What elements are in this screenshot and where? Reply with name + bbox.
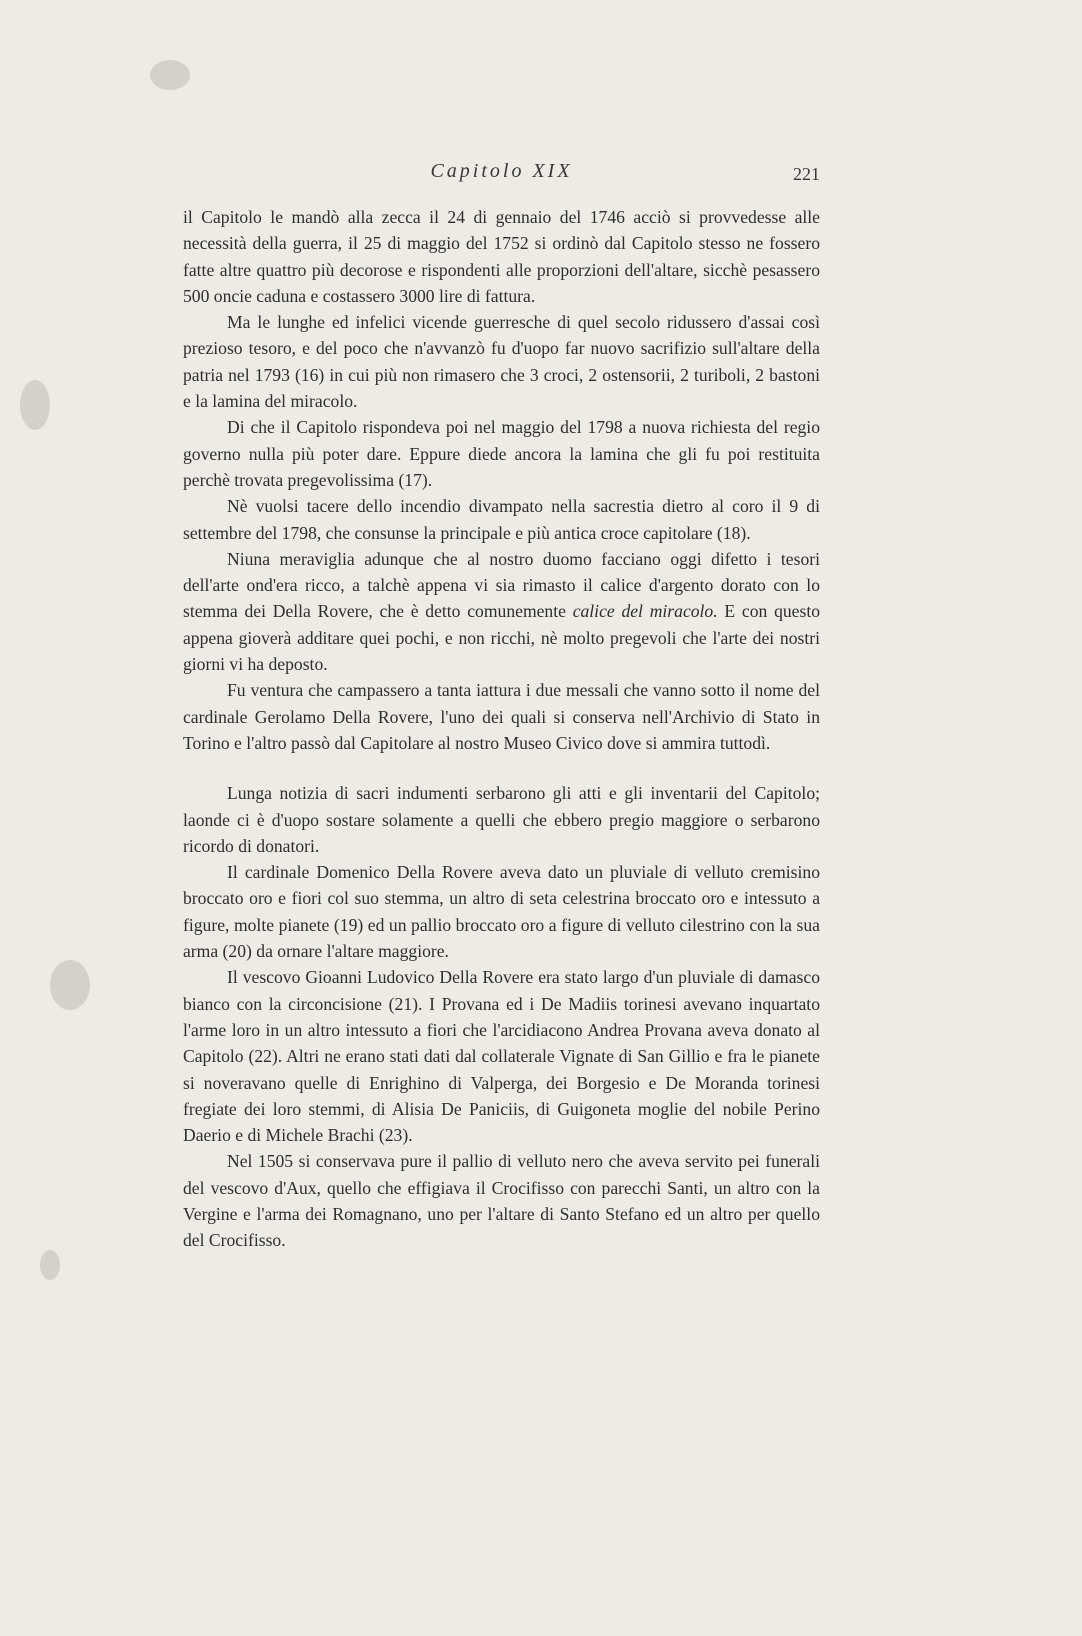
page-header <box>183 160 820 186</box>
paper-stain <box>50 960 90 1010</box>
body-text <box>183 204 820 1254</box>
paragraph: Nel 1505 si conservava pure il pallio di velluto nero che aveva servito pei funerali del vescovo d'Aux, quello che effigiava il Crocifisso con parecchi Santi, un altro con la Vergine e l'arma dei Romagnano, uno per l'altare di Santo Stefano ed un altro per quello del Crocifisso. <box>183 1151 820 1251</box>
paragraph: il Capitolo le mandò alla zecca il 24 di gennaio del 1746 acciò si provvedesse alle necessità della guerra, il 25 di maggio del 1752 si ordinò dal Capitolo stesso ne fossero fatte altre quattro più decorose e rispondenti alle proporzioni dell'altare, sicchè pesassero 500 oncie caduna e costassero 3000 lire di fattura. <box>183 207 820 306</box>
paper-stain <box>150 60 190 90</box>
paragraph: Di che il Capitolo rispondeva poi nel maggio del 1798 a nuova richiesta del regio governo nulla più poter dare. Eppure diede ancora la lamina che gli fu poi restituita perchè trovata pregevolissima (17). <box>183 417 820 490</box>
paragraph-text: E con questo appena gioverà additare quei pochi, e non ricchi, nè molto pregevoli che l'arte dei nostri giorni vi ha deposto. <box>183 601 821 675</box>
italic-term: calice del miracolo. <box>572 601 718 622</box>
paragraph: Nè vuolsi tacere dello incendio divampato nella sacrestia dietro al coro il 9 di settembre del 1798, che consunse la principale e più antica croce capitolare (18). <box>183 496 820 543</box>
running-title: Capitolo XIX <box>430 160 573 182</box>
paragraph: Ma le lunghe ed infelici vicende guerresche di quel secolo ridussero d'assai così prezioso tesoro, e del poco che n'avvanzò fu d'uopo far nuovo sacrifizio sull'altare della patria nel 1793 (16) in cui più non rimasero che 3 croci, 2 ostensorii, 2 turiboli, 2 bastoni e la lamina del miracolo. <box>183 312 820 412</box>
paragraph <box>183 546 820 677</box>
paper-stain <box>40 1250 60 1280</box>
paragraph: Il cardinale Domenico Della Rovere aveva dato un pluviale di velluto cremisino broccato oro e fiori col suo stemma, un altro di seta celestrina broccato oro e intessuto a figure, molte pianete (19) ed un pallio broccato oro a figure di velluto cilestrino con la sua arma (20) da ornare l'altare maggiore. <box>183 862 820 962</box>
page-number: 221 <box>793 164 820 184</box>
paragraph: Fu ventura che campassero a tanta iattura i due messali che vanno sotto il nome del cardinale Gerolamo Della Rovere, l'uno dei quali si conserva nell'Archivio di Stato in Torino e l'altro passò dal Capitolare al nostro Museo Civico dove si ammira tuttodì. <box>183 680 820 753</box>
paper-stain <box>20 380 50 430</box>
paragraph: Lunga notizia di sacri indumenti serbarono gli atti e gli inventarii del Capitolo; laonde ci è d'uopo sostare solamente a quelli che ebbero pregio maggiore o serbarono ricordo di donatori. <box>183 783 820 856</box>
paragraph: Il vescovo Gioanni Ludovico Della Rovere era stato largo d'un pluviale di damasco bianco con la circoncisione (21). I Provana ed i De Madiis torinesi avevano inquartato l'arme loro in un altro intessuto a fiori che l'arcidiacono Andrea Provana aveva donato al Capitolo (22). Altri ne erano stati dati dal collaterale Vignate di San Gillio e fra le pianete si noveravano quelle di Enrighino di Valperga, dei Borgesio e De Moranda torinesi fregiate dei loro stemmi, di Alisia De Paniciis, di Guigoneta moglie del nobile Perino Daerio e di Michele Brachi (23). <box>183 967 820 1146</box>
paragraph-text: Niuna meraviglia adunque che al nostro duomo facciano oggi difetto i tesori dell'arte ond'era ricco, a talchè appena vi sia rimasto il calice d'argento dorato con lo stemma dei Della Rovere, che è detto comunemente <box>183 548 820 622</box>
